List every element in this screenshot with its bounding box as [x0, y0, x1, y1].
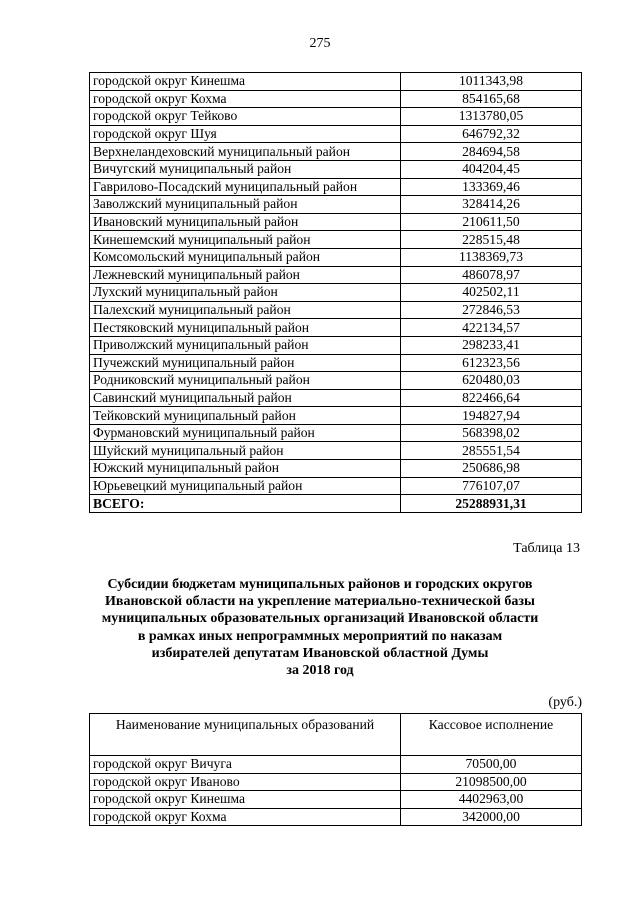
row-value: 284694,58 [401, 143, 582, 161]
heading-line: избирателей депутатам Ивановской областной Думы [151, 645, 489, 661]
row-value: 1138369,73 [401, 248, 582, 266]
table-row [90, 477, 582, 495]
row-name: городской округ Кохма [90, 808, 401, 826]
row-value: 822466,64 [401, 389, 582, 407]
budget-table-continued [89, 72, 582, 513]
row-value: 272846,53 [401, 301, 582, 319]
table-header-row [90, 714, 582, 756]
table-row [90, 231, 582, 249]
row-value: 4402963,00 [401, 791, 582, 809]
table-row [90, 442, 582, 460]
row-value: 21098500,00 [401, 773, 582, 791]
row-value: 854165,68 [401, 90, 582, 108]
table-row [90, 178, 582, 196]
table-row [90, 301, 582, 319]
heading-line: в рамках иных непрограммных мероприятий по наказам [137, 628, 503, 644]
heading-line: за 2018 год [286, 663, 354, 679]
table-row [90, 108, 582, 126]
row-value: 1011343,98 [401, 73, 582, 91]
heading-line: Ивановской области на укрепление материально-технической базы [105, 594, 535, 610]
column-header-value: Кассовое исполнение [401, 714, 582, 756]
table-row [90, 160, 582, 178]
row-name: городской округ Вичуга [90, 756, 401, 774]
total-row [90, 495, 582, 513]
row-name: Верхнеландеховский муниципальный район [90, 143, 401, 161]
row-name: городской округ Иваново [90, 773, 401, 791]
row-value: 1313780,05 [401, 108, 582, 126]
row-value: 210611,50 [401, 213, 582, 231]
row-name: Кинешемский муниципальный район [90, 231, 401, 249]
row-value: 70500,00 [401, 756, 582, 774]
row-name: Пучежский муниципальный район [90, 354, 401, 372]
table-row [90, 460, 582, 478]
row-name: Юрьевецкий муниципальный район [90, 477, 401, 495]
table-row [90, 791, 582, 809]
row-value: 486078,97 [401, 266, 582, 284]
row-value: 328414,26 [401, 196, 582, 214]
row-value: 422134,57 [401, 319, 582, 337]
table-row [90, 407, 582, 425]
row-name: городской округ Шуя [90, 125, 401, 143]
table-row [90, 336, 582, 354]
table-row [90, 354, 582, 372]
page-number: 275 [309, 36, 331, 51]
row-name: Южский муниципальный район [90, 460, 401, 478]
table-row [90, 266, 582, 284]
row-name: Шуйский муниципальный район [90, 442, 401, 460]
row-name: Савинский муниципальный район [90, 389, 401, 407]
table-row [90, 319, 582, 337]
row-name: Родниковский муниципальный район [90, 372, 401, 390]
heading-line: Субсидии бюджетам муниципальных районов и городских округов [107, 577, 533, 592]
row-value: 568398,02 [401, 424, 582, 442]
row-name: Фурмановский муниципальный район [90, 424, 401, 442]
subsidy-table [89, 713, 582, 826]
column-header-name: Наименование муниципальных образований [90, 714, 401, 756]
row-name: городской округ Кинешма [90, 73, 401, 91]
row-value: 285551,54 [401, 442, 582, 460]
table-row [90, 389, 582, 407]
table-row [90, 248, 582, 266]
table-row [90, 73, 582, 91]
row-name: Заволжский муниципальный район [90, 196, 401, 214]
table-row [90, 808, 582, 826]
row-name: Ивановский муниципальный район [90, 213, 401, 231]
row-name: Приволжский муниципальный район [90, 336, 401, 354]
table-row [90, 196, 582, 214]
table-row [90, 213, 582, 231]
row-name: Тейковский муниципальный район [90, 407, 401, 425]
row-name: городской округ Кинешма [90, 791, 401, 809]
row-value: 298233,41 [401, 336, 582, 354]
row-name: Палехский муниципальный район [90, 301, 401, 319]
row-value: 402502,11 [401, 284, 582, 302]
row-value: 133369,46 [401, 178, 582, 196]
table-row [90, 372, 582, 390]
table-row [90, 143, 582, 161]
row-name: Гаврилово-Посадский муниципальный район [90, 178, 401, 196]
row-name: Вичугский муниципальный район [90, 160, 401, 178]
row-name: городской округ Кохма [90, 90, 401, 108]
unit-label: (руб.) [548, 695, 582, 710]
row-value: 194827,94 [401, 407, 582, 425]
table-row [90, 284, 582, 302]
row-name: городской округ Тейково [90, 108, 401, 126]
row-name: Комсомольский муниципальный район [90, 248, 401, 266]
total-label: ВСЕГО: [90, 495, 401, 513]
row-value: 612323,56 [401, 354, 582, 372]
row-value: 646792,32 [401, 125, 582, 143]
row-value: 342000,00 [401, 808, 582, 826]
row-name: Лухский муниципальный район [90, 284, 401, 302]
row-value: 776107,07 [401, 477, 582, 495]
table-label: Таблица 13 [513, 541, 580, 556]
heading-line: муниципальных образовательных организаций Ивановской области [101, 611, 539, 627]
table-row [90, 773, 582, 791]
row-name: Пестяковский муниципальный район [90, 319, 401, 337]
table-row [90, 125, 582, 143]
table-heading [60, 576, 580, 679]
table-row [90, 90, 582, 108]
row-value: 404204,45 [401, 160, 582, 178]
row-value: 250686,98 [401, 460, 582, 478]
row-value: 620480,03 [401, 372, 582, 390]
table-row [90, 756, 582, 774]
total-value: 25288931,31 [401, 495, 582, 513]
row-value: 228515,48 [401, 231, 582, 249]
table-row [90, 424, 582, 442]
row-name: Лежневский муниципальный район [90, 266, 401, 284]
